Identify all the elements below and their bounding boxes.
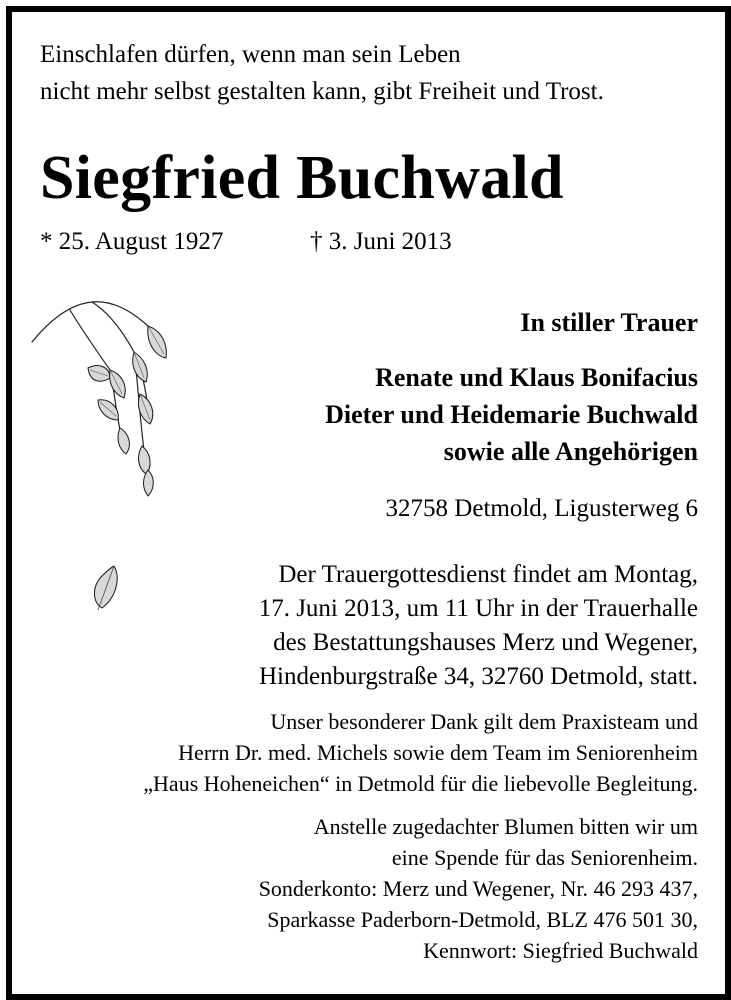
mourner-line: Renate und Klaus Bonifacius xyxy=(375,363,698,392)
motto-line-2: nicht mehr selbst gestalten kann, gibt Freiheit und Trost. xyxy=(40,78,604,105)
donation-line: Anstelle zugedachter Blumen bitten wir um xyxy=(313,814,698,839)
service-line: Hindenburgstraße 34, 32760 Detmold, statt. xyxy=(258,663,698,690)
service-line: 17. Juni 2013, um 11 Uhr in der Trauerhalle xyxy=(258,595,698,622)
motto-line-1: Einschlafen dürfen, wenn man sein Leben xyxy=(40,41,461,68)
donation-line: Sonderkonto: Merz und Wegener, Nr. 46 293 437, xyxy=(258,876,698,901)
deceased-name: Siegfried Buchwald xyxy=(40,144,564,212)
funeral-service-notice xyxy=(259,558,698,694)
thanks-line: Herrn Dr. med. Michels sowie dem Team im Seniorenheim xyxy=(178,740,698,765)
donation-line: Kennwort: Siegfried Buchwald xyxy=(423,938,698,963)
birth-date: * 25. August 1927 xyxy=(40,228,224,255)
thanks-line: Unser besonderer Dank gilt dem Praxisteam und xyxy=(270,709,698,734)
donation-line: Sparkasse Paderborn-Detmold, BLZ 476 501 30, xyxy=(267,907,698,932)
death-date: † 3. Juni 2013 xyxy=(310,228,452,255)
mourner-line: Dieter und Heidemarie Buchwald xyxy=(325,400,698,429)
thanks-notice xyxy=(143,706,698,799)
thanks-line: „Haus Hoheneichen“ in Detmold für die liebevolle Begleitung. xyxy=(143,771,698,796)
birch-branch-icon xyxy=(30,290,180,505)
service-line: des Bestattungshauses Merz und Wegener, xyxy=(273,629,698,656)
mourners-list xyxy=(325,359,698,470)
mourner-line: sowie alle Angehörigen xyxy=(443,437,698,466)
donation-notice xyxy=(259,811,698,966)
service-line: Der Trauergottesdienst findet am Montag, xyxy=(278,561,698,588)
motto xyxy=(40,36,604,110)
family-address: 32758 Detmold, Ligusterweg 6 xyxy=(385,495,698,522)
falling-leaf-icon xyxy=(84,562,124,616)
mourning-heading: In stiller Trauer xyxy=(520,308,698,337)
donation-line: eine Spende für das Seniorenheim. xyxy=(391,845,698,870)
